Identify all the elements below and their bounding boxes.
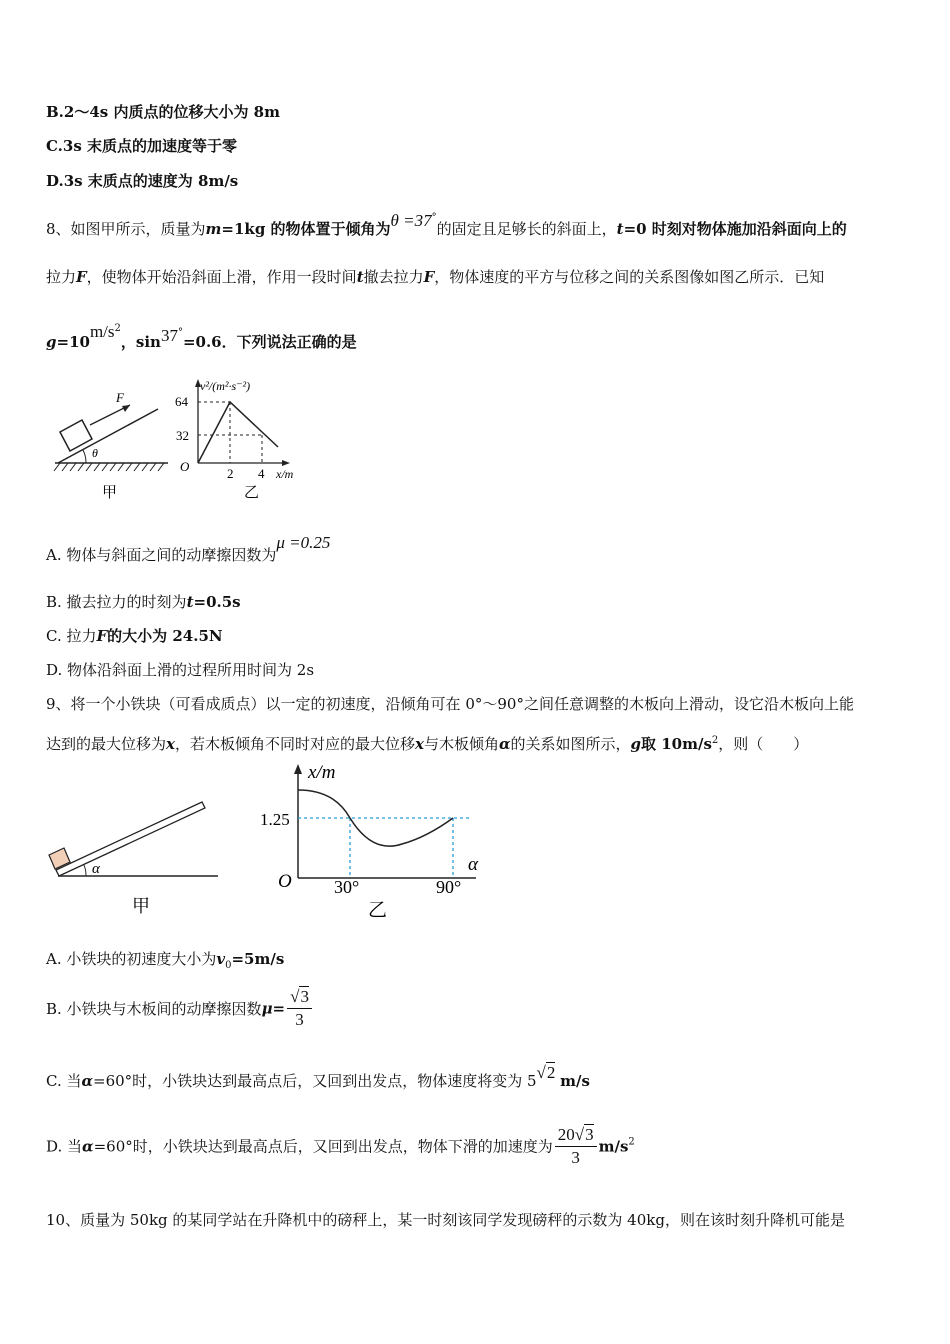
- x-axis-arrow: [282, 460, 290, 466]
- graph-curve: [298, 790, 453, 846]
- graph-line: [198, 402, 278, 463]
- q8-option-d: D. 物体沿斜面上滑的过程所用时间为 2s: [46, 661, 315, 679]
- x-axis-label: α: [468, 854, 478, 875]
- fraction-sqrt3-over-3: $\frac{√3}{3}$: [287, 986, 312, 1031]
- q9-option-b: B. 小铁块与木板间的动摩擦因数μ= $\frac{√3}{3}$: [46, 986, 314, 1031]
- y-tick-32: 32: [176, 428, 189, 443]
- q9-stem-line1: 9、将一个小铁块（可看成质点）以一定的初速度，沿倾角可在 0°～90°之间任意调整的木板向上滑动，设它沿木板向上能: [46, 695, 854, 713]
- force-label: F: [116, 390, 124, 405]
- q7-option-b: B.2～4s 内质点的位移大小为 8m: [46, 103, 280, 121]
- block: [60, 420, 92, 451]
- q7-option-d: D.3s 末质点的速度为 8m/s: [46, 172, 239, 190]
- theta-label: θ: [92, 446, 98, 460]
- y-axis-label: v²/(m²·s⁻²): [200, 379, 251, 393]
- figure-caption-jia: 甲: [132, 896, 150, 916]
- q9-figure-graph: [256, 758, 492, 924]
- x-tick-2: 2: [227, 466, 234, 481]
- x-tick-90: 90°: [436, 877, 462, 897]
- x-axis-label: x/m: [276, 467, 294, 481]
- q8-figure-incline: [50, 385, 175, 503]
- q8-option-b: B. 撤去拉力的时刻为t=0.5s: [46, 593, 241, 611]
- q9-option-a: A. 小铁块的初速度大小为$v_0=5m/s$: [46, 950, 285, 971]
- q9-stem-line2: 达到的最大位移为x，若木板倾角不同时对应的最大位移x与木板倾角α的关系如图所示，g取 $10m/s^2$，则（ ）: [46, 735, 809, 753]
- figure-caption-yi: 乙: [244, 485, 260, 501]
- figure-caption-jia: 甲: [102, 485, 118, 501]
- y-axis-arrow: [294, 764, 302, 774]
- q9-figure-board: [44, 800, 224, 922]
- x-tick-4: 4: [258, 466, 265, 481]
- angle-arc: [84, 865, 86, 876]
- fraction-20sqrt3-over-3: $\frac{20√3}{3}$: [555, 1124, 597, 1169]
- origin-label: O: [278, 871, 292, 892]
- origin-label: O: [180, 459, 190, 474]
- q9-option-c: C. 当α=60°时，小铁块达到最高点后，又回到出发点，物体速度将变为 5√2 m/s: [46, 1063, 590, 1090]
- q7-option-c: C.3s 末质点的加速度等于零: [46, 137, 238, 155]
- q9-option-d: D. 当α=60°时，小铁块达到最高点后，又回到出发点，物体下滑的加速度为 $\frac{20√3}{3}$ $m/s^2$: [46, 1125, 635, 1167]
- alpha-label: α: [92, 861, 100, 877]
- q10-stem-line1: 10、质量为 50kg 的某同学站在升降机中的磅秤上，某一时刻该同学发现磅秤的示数为 40kg，则在该时刻升降机可能是: [46, 1211, 845, 1229]
- q8-figure-graph: [172, 375, 312, 505]
- q8-stem-line3: $g=10m/s^2$，sin37°=0.6．下列说法正确的是: [46, 322, 357, 351]
- board: [56, 802, 205, 876]
- y-tick-64: 64: [175, 394, 188, 409]
- angle-arc: [83, 450, 86, 463]
- ground-hatching: [54, 463, 164, 471]
- q8-stem-line1: 8、如图甲所示，质量为m=1kg 的物体置于倾角为θ =37°的固定且足够长的斜面上，t=0 时刻对物体施加沿斜面向上的: [46, 211, 847, 238]
- sqrt-2: √2: [536, 1063, 556, 1082]
- figure-caption-yi: 乙: [368, 900, 388, 921]
- y-axis-label: x/m: [308, 762, 336, 783]
- y-tick-125: 1.25: [260, 810, 290, 829]
- q8-option-a: A. 物体与斜面之间的动摩擦因数为μ =0.25: [46, 533, 331, 564]
- q8-stem-line2: 拉力F，使物体开始沿斜面上滑，作用一段时间t撤去拉力F，物体速度的平方与位移之间的关系图像如图乙所示．已知: [46, 268, 825, 286]
- x-tick-30: 30°: [334, 877, 360, 897]
- q8-option-c: C. 拉力F的大小为 24.5N: [46, 627, 223, 645]
